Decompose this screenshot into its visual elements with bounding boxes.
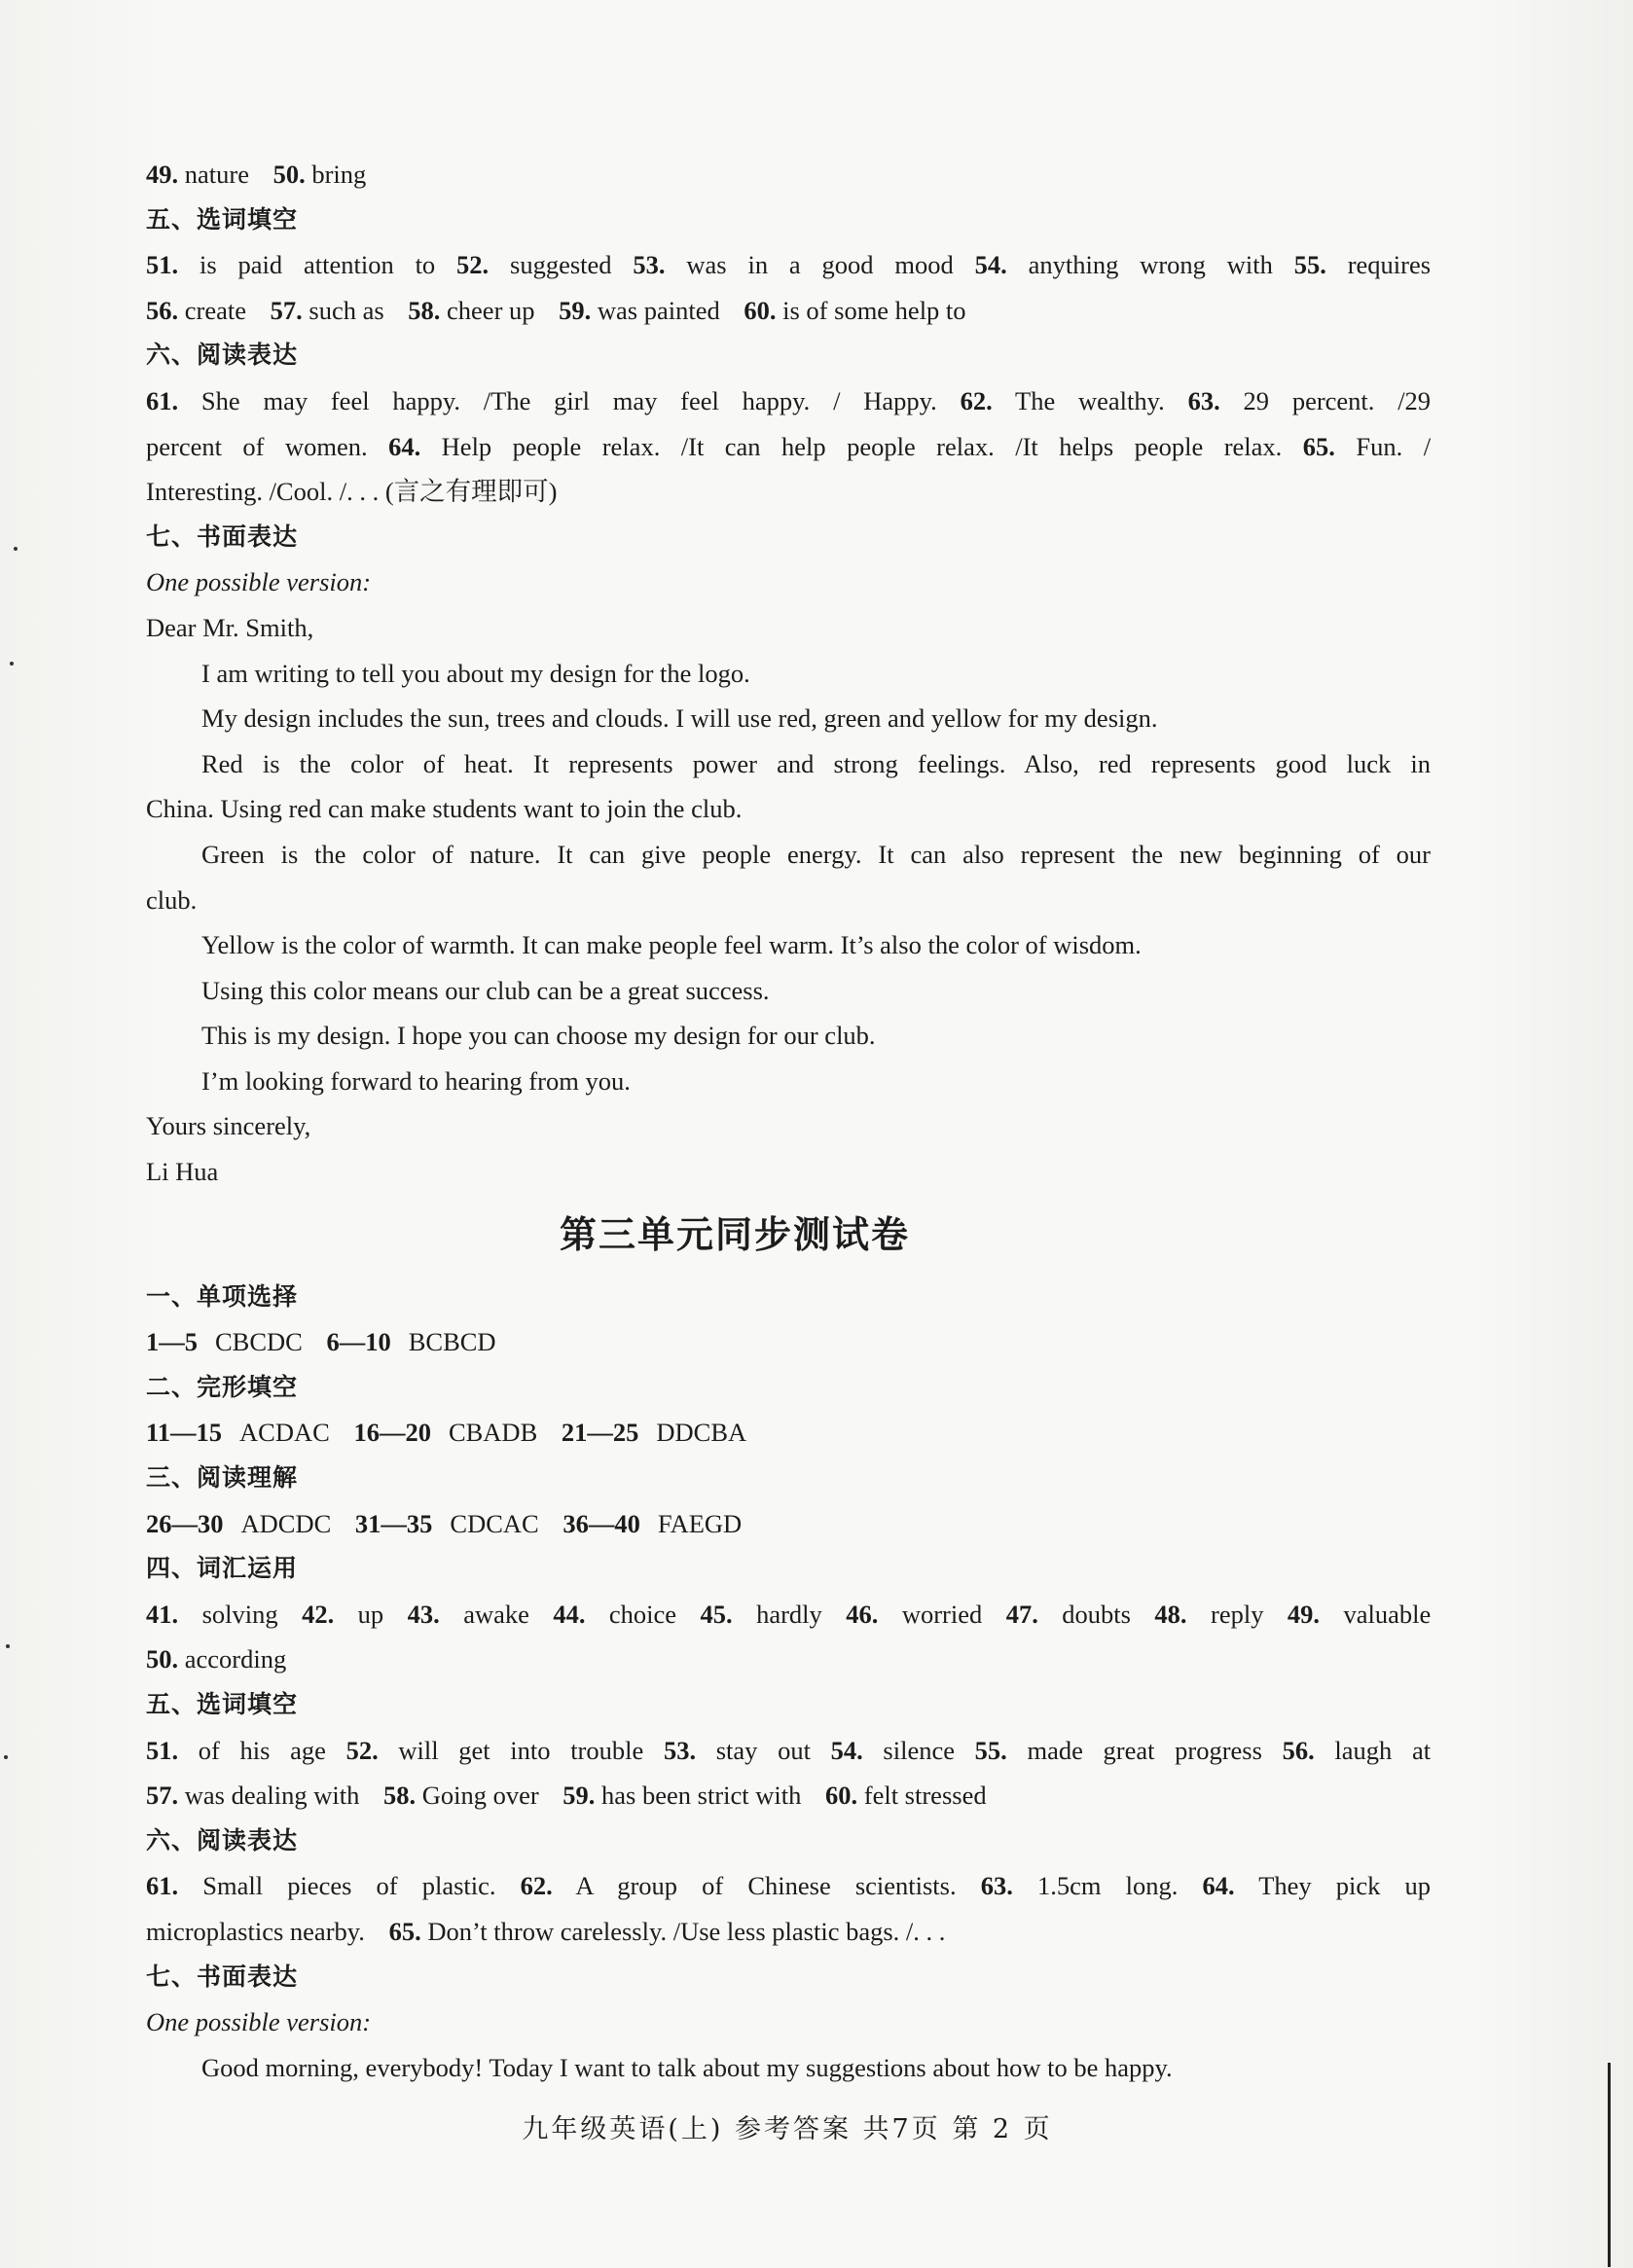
section-heading: 六、阅读表达 bbox=[146, 1825, 299, 1854]
answer-line: Interesting. /Cool. /. . . (言之有理即可) bbox=[146, 477, 558, 507]
section-heading: 三、阅读理解 bbox=[146, 1463, 299, 1493]
answer-line: 49. nature 50. bring bbox=[146, 160, 367, 189]
answer-line: 50. according bbox=[146, 1644, 287, 1674]
answer-line: 51. of his age 52. will get into trouble 53. stay out 54. silence 55. made great progress 56. laugh at bbox=[146, 1735, 1432, 1765]
answer-line: 61. She may feel happy. /The girl may feel happy. / Happy. 62. The wealthy. 63. 29 percent. /29 bbox=[146, 385, 1432, 415]
answer-line: 57. was dealing with 58. Going over 59. has been strict with 60. felt stressed bbox=[146, 1781, 987, 1811]
possible-version-label: One possible version: bbox=[146, 2007, 372, 2037]
letter-line: Using this color means our club can be a great success. bbox=[201, 975, 770, 1005]
letter-line: I am writing to tell you about my design for the logo. bbox=[201, 658, 750, 688]
section-heading: 五、选词填空 bbox=[146, 1690, 299, 1718]
letter-salutation: Dear Mr. Smith, bbox=[146, 612, 314, 642]
section-heading: 五、选词填空 bbox=[146, 204, 299, 234]
answer-line: microplastics nearby. 65. Don’t throw carelessly. /Use less plastic bags. /. . . bbox=[146, 1916, 946, 1946]
scan-speck bbox=[4, 1755, 8, 1759]
letter-signature: Li Hua bbox=[146, 1157, 219, 1187]
answer-line: 41. solving 42. up 43. awake 44. choice 45. hardly 46. worried 47. doubts 48. reply 49. valuable bbox=[146, 1599, 1432, 1629]
scan-edge-line bbox=[1608, 2063, 1611, 2267]
scan-speck bbox=[6, 1644, 10, 1648]
section-heading: 六、阅读表达 bbox=[146, 341, 299, 370]
scan-speck bbox=[10, 662, 14, 666]
letter-line: Green is the color of nature. It can give people energy. It can also represent the new beginning of our bbox=[201, 839, 1431, 869]
letter-closing: Yours sincerely, bbox=[146, 1111, 311, 1141]
letter-line: club. bbox=[146, 884, 198, 915]
letter-line: My design includes the sun, trees and clouds. I will use red, green and yellow for my design. bbox=[201, 703, 1158, 734]
scan-speck bbox=[14, 547, 18, 551]
answer-line: 26—30 ADCDC 31—35 CDCAC 36—40 FAEGD bbox=[146, 1508, 743, 1538]
page-footer: 九年级英语(上) 参考答案 共7页 第 2 页 bbox=[522, 2114, 1053, 2144]
letter-line: Yellow is the color of warmth. It can make people feel warm. It’s also the color of wisdom. bbox=[201, 930, 1142, 960]
letter-line: I’m looking forward to hearing from you. bbox=[201, 1065, 631, 1096]
page-content bbox=[146, 152, 1431, 2090]
letter-line: Red is the color of heat. It represents power and strong feelings. Also, red represents good luck in bbox=[201, 748, 1431, 778]
answer-line: percent of women. 64. Help people relax. /It can help people relax. /It helps people relax. 65. Fun. / bbox=[146, 431, 1432, 461]
letter-line: This is my design. I hope you can choose my design for our club. bbox=[201, 1021, 876, 1051]
possible-version-label: One possible version: bbox=[146, 567, 372, 597]
letter-line: China. Using red can make students want to join the club. bbox=[146, 794, 743, 824]
answer-line: 1—5 CBCDC 6—10 BCBCD bbox=[146, 1327, 496, 1357]
answer-line: 61. Small pieces of plastic. 62. A group of Chinese scientists. 63. 1.5cm long. 64. They pick up bbox=[146, 1871, 1432, 1901]
section-heading: 七、书面表达 bbox=[146, 1962, 299, 1991]
speech-line: Good morning, everybody! Today I want to talk about my suggestions about how to be happy. bbox=[201, 2052, 1173, 2082]
section-heading: 一、单项选择 bbox=[146, 1281, 299, 1311]
section-heading: 七、书面表达 bbox=[146, 522, 299, 551]
answer-line: 56. create 57. such as 58. cheer up 59. was painted 60. is of some help to bbox=[146, 295, 966, 325]
section-heading: 四、词汇运用 bbox=[146, 1554, 299, 1583]
section-heading: 二、完形填空 bbox=[146, 1372, 299, 1401]
answer-line: 51. is paid attention to 52. suggested 53. was in a good mood 54. anything wrong with 55. requires bbox=[146, 250, 1432, 280]
answer-line: 11—15 ACDAC 16—20 CBADB 21—25 DDCBA bbox=[146, 1418, 747, 1448]
unit-title: 第三单元同步测试卷 bbox=[559, 1212, 910, 1256]
